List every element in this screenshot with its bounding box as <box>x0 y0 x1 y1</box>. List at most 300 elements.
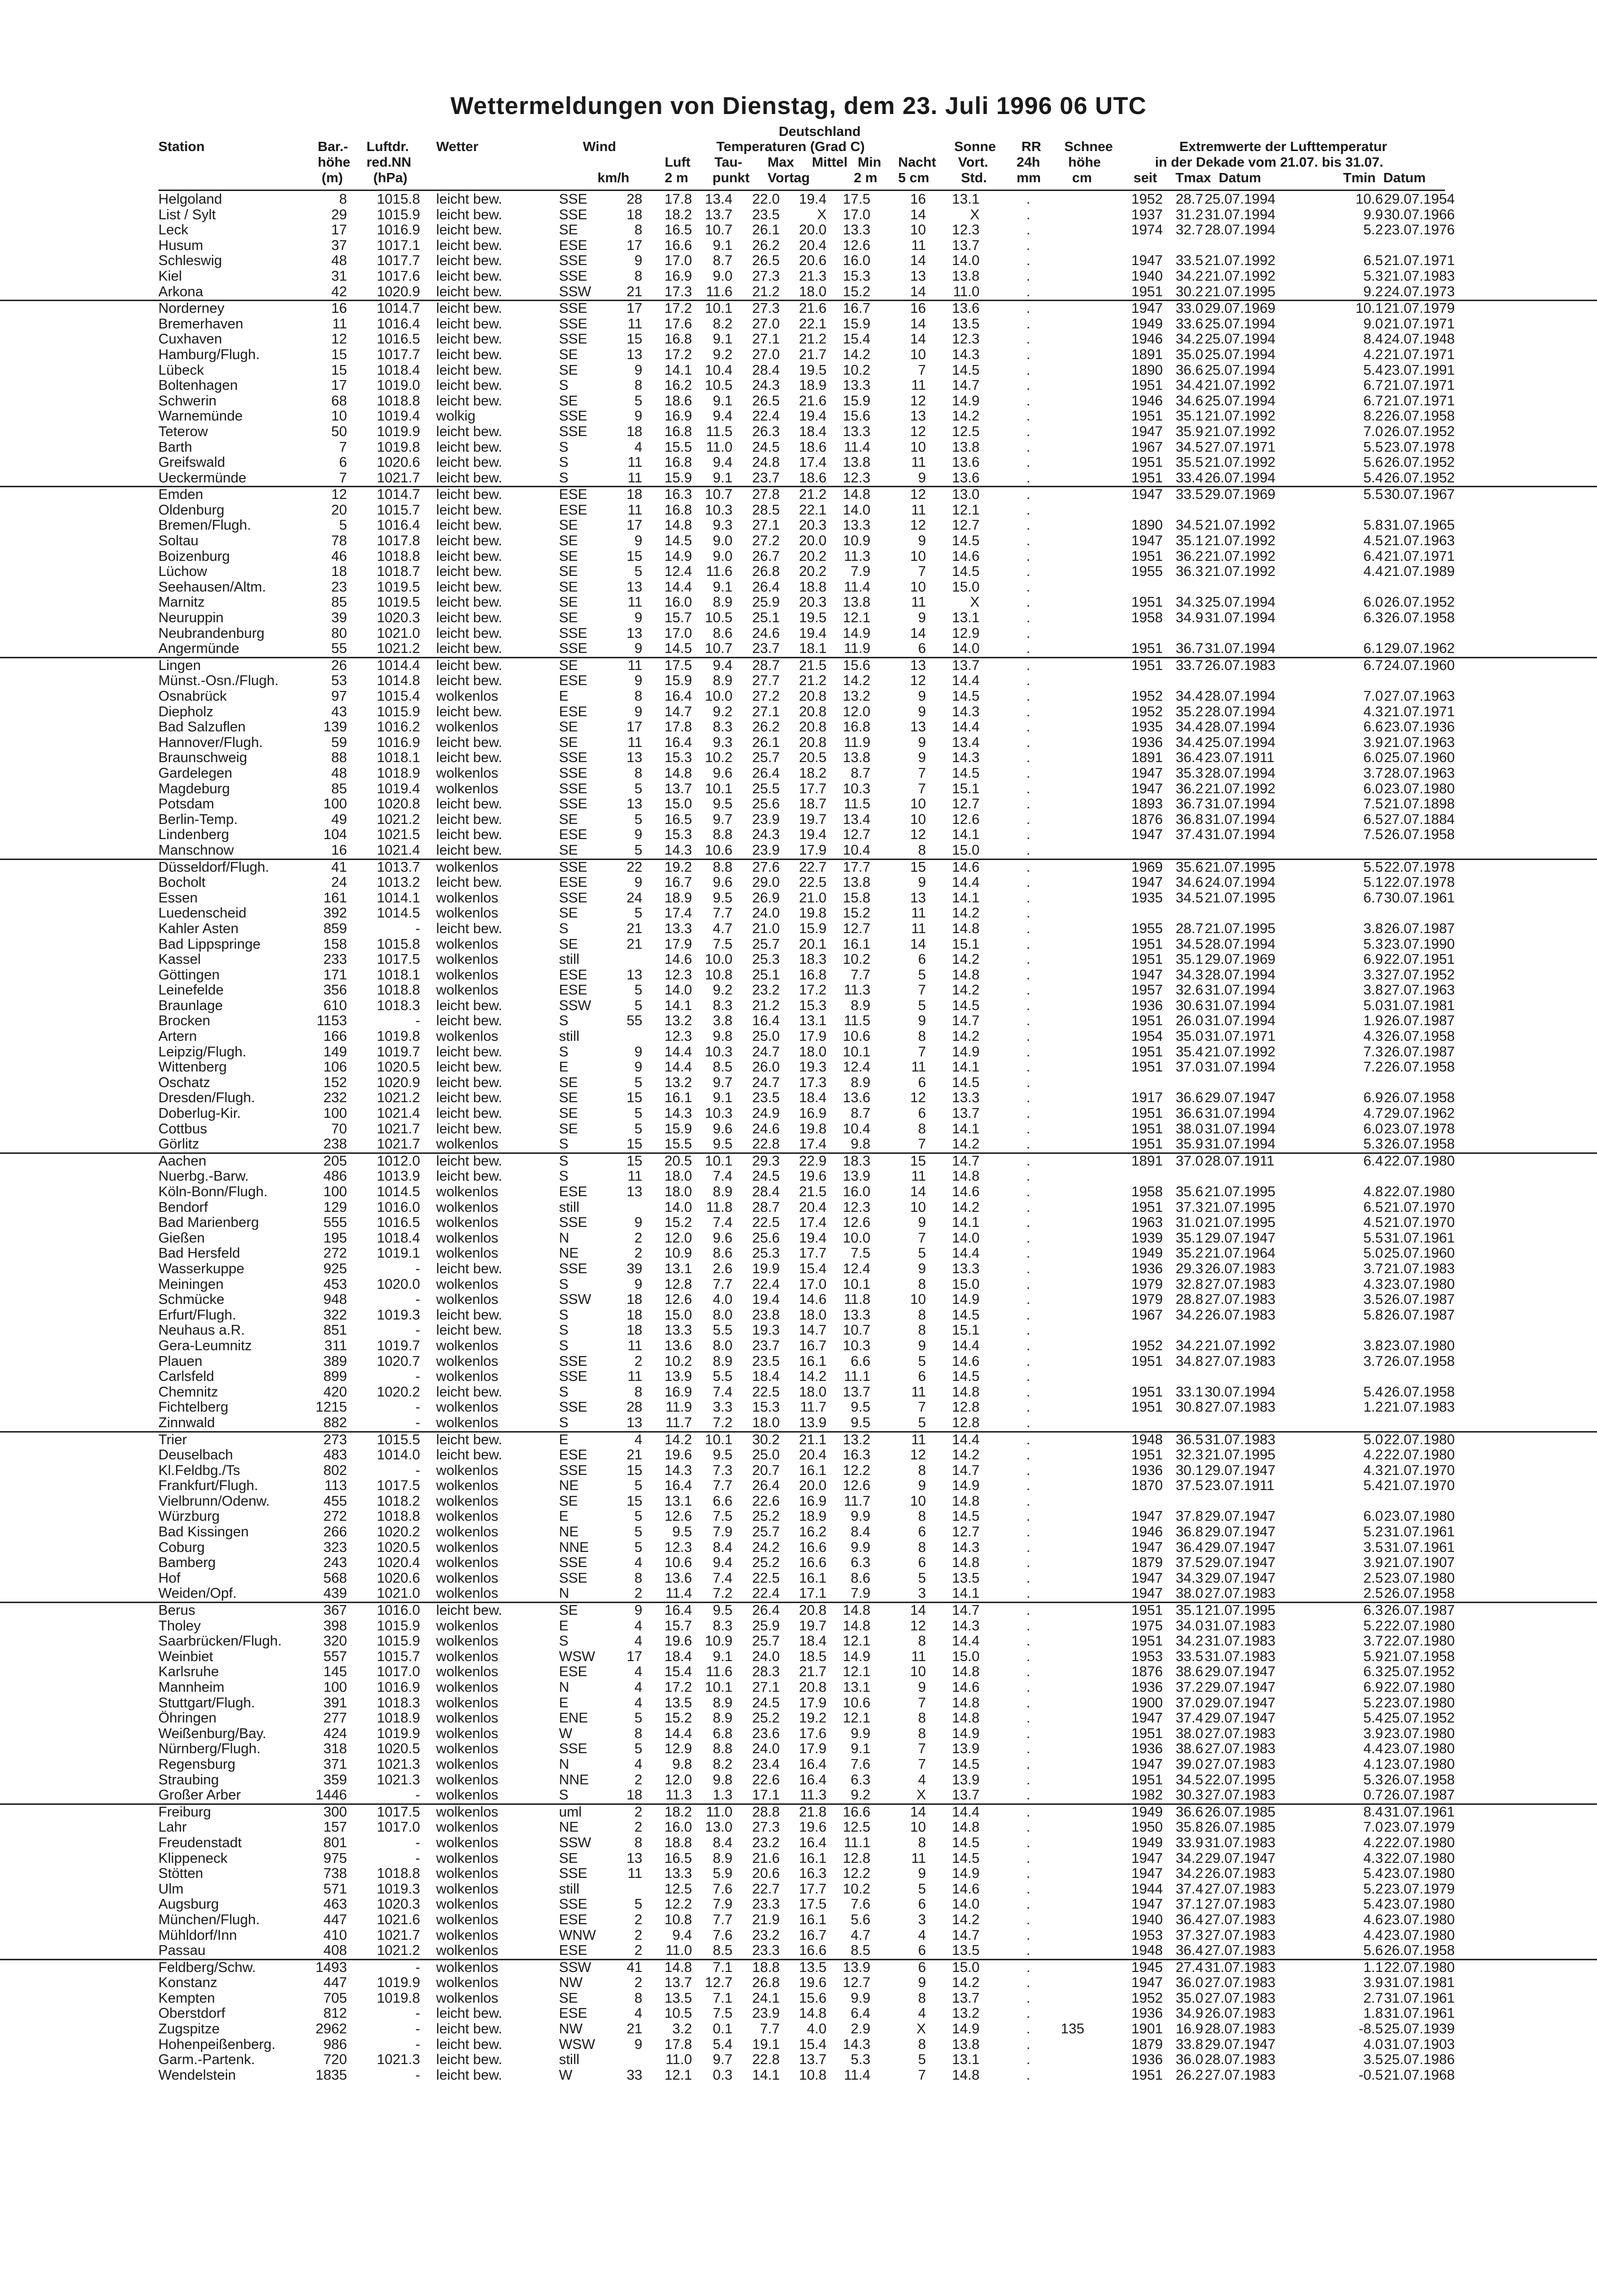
night-temp: 7 <box>918 362 926 378</box>
tmax-date: 29.07.1947 <box>1205 1680 1276 1695</box>
header-divider <box>158 190 1445 191</box>
table-row <box>0 735 1597 751</box>
tmin-date: 26.07.1987 <box>1384 1044 1455 1060</box>
station-name: Bremen/Flugh. <box>158 517 251 534</box>
weather: wolkenlos <box>436 1276 499 1292</box>
table-row <box>0 1726 1597 1742</box>
sunshine: 14.7 <box>952 1927 980 1943</box>
tmax-date: 31.07.1994 <box>1205 997 1276 1014</box>
min-temp: 13.8 <box>843 455 870 471</box>
wind-speed: 11 <box>627 470 642 486</box>
night-temp: 10 <box>910 1819 926 1836</box>
station-name: Teterow <box>158 423 208 440</box>
weather: wolkenlos <box>436 1524 499 1540</box>
table-row <box>0 1960 1597 1976</box>
barometer-height: 391 <box>323 1695 347 1711</box>
dew-point: 11.0 <box>706 1804 732 1820</box>
air-temp: 14.9 <box>664 548 692 564</box>
tmax-date: 27.07.1983 <box>1205 1399 1276 1416</box>
night-temp: 8 <box>918 1307 926 1323</box>
tmin-date: 21.07.1971 <box>1384 548 1455 564</box>
barometer-height: 705 <box>323 1990 347 2006</box>
mean-temp: 19.6 <box>799 1168 827 1185</box>
station-name: Neuhaus a.R. <box>158 1322 245 1339</box>
tmax-date: 29.07.1947 <box>1205 1555 1276 1571</box>
air-temp: 13.3 <box>664 920 692 937</box>
max-temp: 23.7 <box>752 470 780 486</box>
dew-point: 9.4 <box>712 408 732 424</box>
weather: leicht bew. <box>436 875 502 891</box>
barometer-height: 311 <box>324 1338 347 1354</box>
precip: . <box>1026 1245 1030 1262</box>
table-row <box>0 2037 1597 2053</box>
dew-point: 9.0 <box>712 548 732 564</box>
tmin-value: 4.3 <box>1363 704 1383 720</box>
snow: 135 <box>1060 2021 1084 2037</box>
air-temp: 12.5 <box>664 1881 692 1897</box>
air-temp: 16.9 <box>664 1384 692 1400</box>
tmin-date: 23.07.1980 <box>1384 1338 1455 1354</box>
tmax-value: 34.8 <box>1175 1353 1203 1369</box>
table-row <box>0 1540 1597 1556</box>
table-row <box>0 1866 1597 1882</box>
precip: . <box>1026 1866 1030 1882</box>
wind-speed: 5 <box>634 842 642 858</box>
mean-temp: 16.1 <box>799 1912 827 1928</box>
dew-point: 9.0 <box>712 533 732 549</box>
station-name: Lüchow <box>158 564 207 580</box>
max-temp: 24.2 <box>752 1539 780 1555</box>
tmin-date: 23.07.1990 <box>1384 936 1455 952</box>
max-temp: 27.1 <box>752 1680 780 1695</box>
tmin-value: 2.7 <box>1363 1990 1383 2006</box>
sunshine: 14.6 <box>952 1680 980 1695</box>
weather: leicht bew. <box>436 207 502 223</box>
since-year: 1952 <box>1131 704 1163 720</box>
station-group <box>0 486 1597 657</box>
sunshine: 15.0 <box>952 842 980 858</box>
min-temp: 12.6 <box>843 237 870 253</box>
weather: leicht bew. <box>436 920 502 937</box>
precip: . <box>1026 423 1030 440</box>
wind-direction: WSW <box>559 1648 596 1665</box>
barometer-height: 408 <box>323 1943 347 1959</box>
pressure: 1021.3 <box>377 1772 420 1788</box>
tmax-value: 34.2 <box>1175 331 1203 347</box>
min-temp: 11.5 <box>844 1013 870 1029</box>
station-name: Konstanz <box>158 1975 217 1991</box>
sunshine: 12.8 <box>952 1399 980 1416</box>
max-temp: 24.0 <box>752 1741 780 1757</box>
table-row <box>0 1448 1597 1463</box>
tmax-date: 26.07.1983 <box>1205 1866 1276 1882</box>
max-temp: 28.4 <box>752 1184 780 1200</box>
pressure: 1017.5 <box>377 952 420 968</box>
since-year: 1890 <box>1131 362 1163 378</box>
mean-temp: 17.0 <box>799 1276 827 1292</box>
barometer-height: 555 <box>323 1215 347 1231</box>
station-name: Fichtelberg <box>158 1399 229 1416</box>
max-temp: 22.4 <box>752 1276 780 1292</box>
pressure: 1020.6 <box>377 1570 420 1586</box>
wind-direction: ESE <box>559 2006 588 2022</box>
pressure: 1021.2 <box>377 641 420 657</box>
sunshine: 14.0 <box>952 641 980 657</box>
wind-direction: SSE <box>559 1369 588 1385</box>
table-row <box>0 1339 1597 1354</box>
header-temperaturen: Temperaturen (Grad C) <box>716 139 865 154</box>
wind-speed: 2 <box>634 1586 642 1602</box>
night-temp: 13 <box>910 408 926 424</box>
weather: leicht bew. <box>436 253 502 269</box>
night-temp: 9 <box>918 689 926 704</box>
air-temp: 12.9 <box>664 1741 692 1757</box>
max-temp: 22.6 <box>752 1493 780 1509</box>
pressure: 1016.9 <box>377 1680 420 1695</box>
tmax-value: 37.8 <box>1175 1509 1203 1525</box>
station-name: Arkona <box>158 284 203 300</box>
pressure: 1018.1 <box>377 967 420 983</box>
wind-speed: 9 <box>634 533 642 549</box>
max-temp: 27.6 <box>752 859 780 875</box>
wind-speed: 4 <box>634 1756 642 1772</box>
dew-point: 10.3 <box>705 1044 732 1060</box>
pressure: 1021.4 <box>377 842 420 858</box>
max-temp: 23.2 <box>752 1835 780 1851</box>
tmax-value: 35.6 <box>1175 1184 1203 1200</box>
barometer-height: 447 <box>323 1912 347 1928</box>
wind-speed: 21 <box>626 1447 642 1463</box>
night-temp: 11 <box>911 1168 926 1185</box>
since-year: 1979 <box>1131 1292 1163 1308</box>
pressure: 1014.7 <box>377 301 420 317</box>
barometer-height: 7 <box>339 439 347 455</box>
wind-direction: SSE <box>559 423 588 440</box>
precip: . <box>1026 237 1030 253</box>
sunshine: 14.5 <box>952 997 980 1014</box>
tmin-value: 8.4 <box>1363 331 1383 347</box>
wind-direction: S <box>559 1384 569 1400</box>
min-temp: 14.8 <box>843 487 870 503</box>
pressure: 1021.7 <box>377 1136 420 1152</box>
barometer-height: 10 <box>331 408 347 424</box>
mean-temp: 19.6 <box>799 1975 827 1991</box>
weather: leicht bew. <box>436 517 502 534</box>
min-temp: 11.5 <box>844 796 870 812</box>
dew-point: 9.1 <box>712 237 732 253</box>
max-temp: 22.0 <box>752 191 780 207</box>
night-temp: 4 <box>918 2006 926 2022</box>
table-row <box>0 1029 1597 1045</box>
barometer-height: 16 <box>331 842 347 858</box>
wind-direction: ESE <box>559 502 588 518</box>
station-name: Lindenberg <box>158 827 230 843</box>
pressure: 1016.9 <box>377 734 420 750</box>
weather: wolkenlos <box>436 1369 499 1385</box>
max-temp: 26.4 <box>752 579 780 595</box>
tmin-date: 25.07.1939 <box>1384 2021 1455 2037</box>
tmin-date: 24.07.1960 <box>1384 657 1455 673</box>
mean-temp: 17.9 <box>799 842 827 858</box>
wind-speed: 4 <box>634 1680 642 1695</box>
tmin-date: 29.07.1962 <box>1384 1106 1455 1122</box>
min-temp: 13.4 <box>843 811 870 827</box>
tmax-value: 34.9 <box>1175 610 1203 626</box>
dew-point: 10.3 <box>705 1106 732 1122</box>
pressure: 1018.8 <box>377 548 420 564</box>
precip: . <box>1026 1384 1030 1400</box>
wind-speed: 11 <box>627 1866 642 1882</box>
table-row <box>0 1836 1597 1851</box>
barometer-height: 420 <box>323 1384 347 1400</box>
tmin-value: 6.3 <box>1363 610 1383 626</box>
wind-direction: NW <box>559 1975 583 1991</box>
barometer-height: 70 <box>331 1121 347 1137</box>
wind-speed: 9 <box>634 362 642 378</box>
tmin-date: 23.07.1980 <box>1384 1570 1455 1586</box>
max-temp: 28.7 <box>752 657 780 673</box>
night-temp: 7 <box>918 1136 926 1152</box>
table-row <box>0 363 1597 379</box>
wind-direction: S <box>559 1338 569 1354</box>
air-temp: 14.2 <box>664 1432 692 1448</box>
station-name: Gardelegen <box>158 765 232 781</box>
mean-temp: 16.1 <box>799 1462 827 1478</box>
dew-point: 13.0 <box>705 1819 732 1836</box>
max-temp: 27.1 <box>752 331 780 347</box>
barometer-height: 106 <box>323 1059 347 1075</box>
weather: leicht bew. <box>436 2021 502 2037</box>
tmin-date: 23.07.1980 <box>1384 1756 1455 1772</box>
tmin-value: 3.9 <box>1363 1555 1383 1571</box>
precip: . <box>1026 704 1030 720</box>
weather: leicht bew. <box>436 1044 502 1060</box>
pressure: 1019.1 <box>377 1245 420 1262</box>
tmax-date: 25.07.1994 <box>1205 393 1276 409</box>
night-temp: 9 <box>918 1261 926 1277</box>
dew-point: 11.6 <box>706 564 732 580</box>
barometer-height: 272 <box>323 1509 347 1525</box>
night-temp: 8 <box>918 1710 926 1726</box>
precip: . <box>1026 191 1030 207</box>
air-temp: 16.5 <box>664 811 692 827</box>
table-row <box>0 487 1597 503</box>
station-name: Oschatz <box>158 1074 211 1091</box>
air-temp: 14.3 <box>664 1462 692 1478</box>
wind-direction: SSE <box>559 1462 588 1478</box>
since-year: 1951 <box>1131 1136 1163 1152</box>
tmin-date: 28.07.1963 <box>1384 765 1455 781</box>
barometer-height: 100 <box>323 796 347 812</box>
barometer-height: 80 <box>331 625 347 641</box>
weather: wolkenlos <box>436 1912 499 1928</box>
min-temp: 13.2 <box>843 689 870 704</box>
weather: wolkenlos <box>436 952 499 968</box>
table-row <box>0 1231 1597 1246</box>
tmax-value: 36.0 <box>1175 2052 1203 2068</box>
wind-speed: 18 <box>626 207 642 223</box>
table-row <box>0 549 1597 565</box>
tmin-date: 26.07.1958 <box>1384 1772 1455 1788</box>
max-temp: 27.3 <box>752 301 780 317</box>
mean-temp: 19.4 <box>799 1230 827 1246</box>
mean-temp: 14.7 <box>799 1322 827 1339</box>
since-year: 1879 <box>1131 2036 1163 2052</box>
night-temp: 7 <box>918 2067 926 2083</box>
air-temp: 18.9 <box>664 890 692 906</box>
barometer-height: 483 <box>323 1447 347 1463</box>
precip: . <box>1026 1756 1030 1772</box>
weather: leicht bew. <box>436 594 502 611</box>
pressure: 1018.8 <box>377 982 420 998</box>
night-temp: 10 <box>910 1292 926 1308</box>
night-temp: 3 <box>918 1586 926 1602</box>
wind-direction: S <box>559 1787 569 1803</box>
barometer-height: 1835 <box>315 2067 347 2083</box>
barometer-height: 157 <box>323 1819 347 1836</box>
barometer-height: 389 <box>323 1353 347 1369</box>
night-temp: 9 <box>918 610 926 626</box>
pressure: 1019.3 <box>377 1881 420 1897</box>
tmin-date: 23.07.1978 <box>1384 1121 1455 1137</box>
wind-speed: 15 <box>626 1090 642 1106</box>
max-temp: 15.3 <box>752 1399 780 1416</box>
pressure: 1021.2 <box>377 1090 420 1106</box>
dew-point: 10.2 <box>705 750 732 766</box>
pressure: 1019.7 <box>377 1044 420 1060</box>
barometer-height: 367 <box>323 1603 347 1619</box>
tmin-date: 25.07.1952 <box>1384 1664 1455 1680</box>
min-temp: 7.9 <box>850 564 870 580</box>
wind-direction: SE <box>559 222 578 238</box>
barometer-height: 37 <box>331 237 347 253</box>
tmin-date: 22.07.1980 <box>1384 1633 1455 1649</box>
precip: . <box>1026 1106 1030 1122</box>
wind-direction: ESE <box>559 1912 588 1928</box>
max-temp: 25.7 <box>752 750 780 766</box>
tmax-value: 34.5 <box>1175 890 1203 906</box>
tmin-value: 3.9 <box>1363 1975 1383 1991</box>
dew-point: 11.5 <box>706 423 732 440</box>
sunshine: 14.1 <box>952 1059 980 1075</box>
sunshine: 14.2 <box>952 982 980 998</box>
pressure: 1018.4 <box>377 1230 420 1246</box>
dew-point: 0.3 <box>712 2067 732 2083</box>
precip: . <box>1026 1136 1030 1152</box>
precip: . <box>1026 1586 1030 1602</box>
precip: . <box>1026 811 1030 827</box>
station-name: Münst.-Osn./Flugh. <box>158 673 279 689</box>
mean-temp: 21.6 <box>799 301 827 317</box>
wind-direction: S <box>559 1415 569 1431</box>
mean-temp: 13.5 <box>799 1959 827 1975</box>
station-name: Seehausen/Altm. <box>158 579 266 595</box>
night-temp: 10 <box>910 439 926 455</box>
night-temp: 7 <box>918 1230 926 1246</box>
tmax-date: 27.07.1983 <box>1205 1276 1276 1292</box>
sunshine: 14.5 <box>952 765 980 781</box>
air-temp: 17.2 <box>664 1680 692 1695</box>
precip: . <box>1026 1353 1030 1369</box>
tmin-value: 6.5 <box>1363 1199 1383 1215</box>
pressure: - <box>415 2067 420 2083</box>
tmin-date: 23.07.1980 <box>1384 1866 1455 1882</box>
tmax-value: 36.4 <box>1175 1943 1203 1959</box>
air-temp: 15.4 <box>664 1664 692 1680</box>
table-row <box>0 952 1597 968</box>
max-temp: 26.1 <box>752 734 780 750</box>
sunshine: 14.7 <box>952 1462 980 1478</box>
tmin-value: 4.4 <box>1363 1741 1383 1757</box>
tmin-date: 31.07.1961 <box>1384 2006 1455 2022</box>
since-year: 1951 <box>1131 952 1163 968</box>
tmin-value: 7.5 <box>1363 796 1383 812</box>
tmin-value: 6.5 <box>1363 253 1383 269</box>
barometer-height: 2962 <box>315 2021 347 2037</box>
dew-point: 8.3 <box>712 719 732 735</box>
tmax-date: 29.07.1947 <box>1205 1850 1276 1866</box>
tmax-date: 25.07.1994 <box>1205 594 1276 611</box>
tmax-date: 28.07.1994 <box>1205 719 1276 735</box>
wind-direction: SE <box>559 1850 578 1866</box>
wind-direction: SSE <box>559 408 588 424</box>
precip: . <box>1026 1850 1030 1866</box>
barometer-height: 23 <box>331 579 347 595</box>
air-temp: 14.7 <box>664 704 692 720</box>
tmax-value: 36.4 <box>1175 750 1203 766</box>
pressure: 1019.9 <box>377 1975 420 1991</box>
min-temp: 12.1 <box>843 1710 870 1726</box>
station-name: Bad Marienberg <box>158 1215 259 1231</box>
wind-speed: 13 <box>626 1415 642 1431</box>
wind-direction: SSW <box>559 1292 592 1308</box>
since-year: 1951 <box>1131 936 1163 952</box>
wind-direction: ESE <box>559 487 588 503</box>
tmin-date: 22.07.1980 <box>1384 1959 1455 1975</box>
wind-direction: S <box>559 1013 569 1029</box>
sunshine: 14.3 <box>952 1539 980 1555</box>
sunshine: 13.6 <box>952 470 980 486</box>
weather: wolkenlos <box>436 1756 499 1772</box>
sunshine: 13.4 <box>952 734 980 750</box>
mean-temp: 22.9 <box>799 1153 827 1169</box>
barometer-height: 975 <box>323 1850 347 1866</box>
min-temp: 12.8 <box>843 1850 870 1866</box>
sunshine: 14.8 <box>952 1664 980 1680</box>
tmin-date: 23.07.1936 <box>1384 719 1455 735</box>
tmax-date: 21.07.1992 <box>1205 548 1276 564</box>
tmax-value: 35.2 <box>1175 1245 1203 1262</box>
tmax-value: 37.4 <box>1175 1881 1203 1897</box>
air-temp: 10.8 <box>664 1912 692 1928</box>
table-row <box>0 705 1597 720</box>
since-year: 1948 <box>1131 1432 1163 1448</box>
tmax-value: 28.8 <box>1175 1292 1203 1308</box>
pressure: - <box>415 1835 420 1851</box>
mean-temp: 21.2 <box>799 487 827 503</box>
station-name: Marnitz <box>158 594 205 611</box>
pressure: 1016.5 <box>377 1215 420 1231</box>
mean-temp: 22.5 <box>799 875 827 891</box>
tmin-value: 3.5 <box>1363 1292 1383 1308</box>
table-row <box>0 269 1597 285</box>
night-temp: 5 <box>918 1881 926 1897</box>
since-year: 1947 <box>1131 1570 1163 1586</box>
wind-speed: 2 <box>634 1943 642 1959</box>
weather: leicht bew. <box>436 579 502 595</box>
station-name: Stuttgart/Flugh. <box>158 1695 255 1711</box>
precip: . <box>1026 1013 1030 1029</box>
